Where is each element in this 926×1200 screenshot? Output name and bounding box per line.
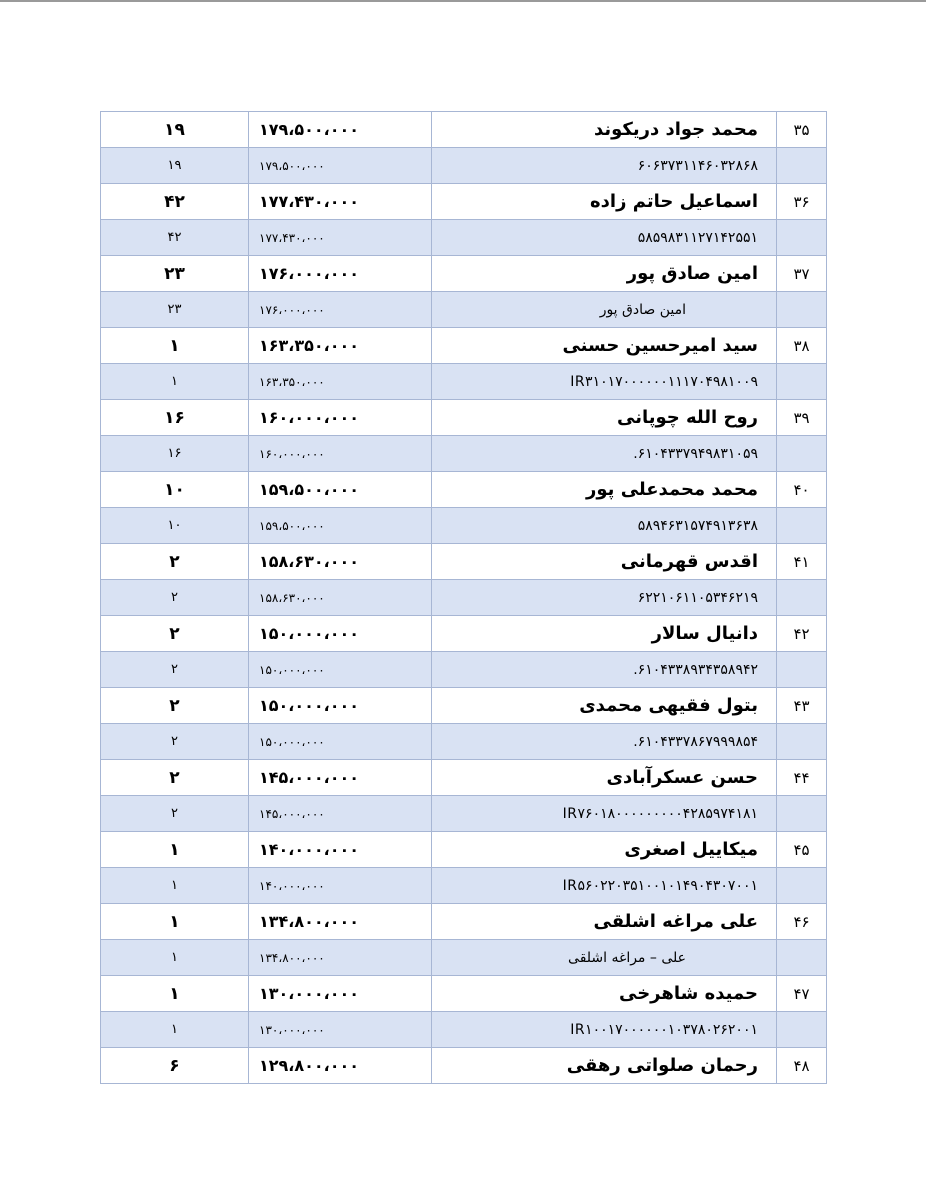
sub-amount: ۱۴۵،۰۰۰،۰۰۰ (249, 796, 432, 832)
table-subrow (101, 868, 827, 904)
row-number: ۴۲ (777, 616, 827, 652)
sub-amount: ۱۵۸،۶۳۰،۰۰۰ (249, 580, 432, 616)
amount: ۱۷۹،۵۰۰،۰۰۰ (249, 112, 432, 148)
count: ۱۰ (101, 472, 249, 508)
row-number-empty (777, 652, 827, 688)
person-name: علی مراغه اشلقی (432, 904, 777, 940)
row-number-empty (777, 508, 827, 544)
person-name: اقدس قهرمانی (432, 544, 777, 580)
sub-amount: ۱۵۰،۰۰۰،۰۰۰ (249, 724, 432, 760)
count: ۲۳ (101, 256, 249, 292)
person-name: میکاییل اصغری (432, 832, 777, 868)
person-name: رحمان صلواتی رهقی (432, 1048, 777, 1084)
table-row (101, 328, 827, 364)
count: ۱ (101, 904, 249, 940)
row-number: ۳۶ (777, 184, 827, 220)
sub-amount: ۱۵۰،۰۰۰،۰۰۰ (249, 652, 432, 688)
row-number: ۴۴ (777, 760, 827, 796)
amount: ۱۳۴،۸۰۰،۰۰۰ (249, 904, 432, 940)
person-name: اسماعیل حاتم زاده (432, 184, 777, 220)
sub-count: ۲ (101, 652, 249, 688)
amount: ۱۲۹،۸۰۰،۰۰۰ (249, 1048, 432, 1084)
amount: ۱۵۸،۶۳۰،۰۰۰ (249, 544, 432, 580)
amount: ۱۵۰،۰۰۰،۰۰۰ (249, 688, 432, 724)
row-number-empty (777, 796, 827, 832)
table-subrow (101, 796, 827, 832)
count: ۲ (101, 616, 249, 652)
amount: ۱۷۷،۴۳۰،۰۰۰ (249, 184, 432, 220)
amount: ۱۷۶،۰۰۰،۰۰۰ (249, 256, 432, 292)
sub-count: ۱۹ (101, 148, 249, 184)
account-info: ۶۲۲۱۰۶۱۱۰۵۳۴۶۲۱۹ (432, 580, 777, 616)
count: ۱۶ (101, 400, 249, 436)
row-number-empty (777, 292, 827, 328)
table-subrow (101, 580, 827, 616)
sub-amount: ۱۷۷،۴۳۰،۰۰۰ (249, 220, 432, 256)
amount: ۱۳۰،۰۰۰،۰۰۰ (249, 976, 432, 1012)
table-row (101, 256, 827, 292)
row-number-empty (777, 148, 827, 184)
sub-amount: ۱۶۰،۰۰۰،۰۰۰ (249, 436, 432, 472)
sub-count: ۲ (101, 724, 249, 760)
amount: ۱۵۹،۵۰۰،۰۰۰ (249, 472, 432, 508)
person-name: بتول فقیهی محمدی (432, 688, 777, 724)
sub-amount: ۱۵۹،۵۰۰،۰۰۰ (249, 508, 432, 544)
person-name: حسن عسکرآبادی (432, 760, 777, 796)
row-number-empty (777, 580, 827, 616)
account-info: امین صادق پور (432, 292, 777, 328)
table-row (101, 400, 827, 436)
row-number-empty (777, 1012, 827, 1048)
sub-count: ۱۰ (101, 508, 249, 544)
table-row (101, 760, 827, 796)
sub-amount: ۱۴۰،۰۰۰،۰۰۰ (249, 868, 432, 904)
sub-amount: ۱۶۳،۳۵۰،۰۰۰ (249, 364, 432, 400)
person-name: امین صادق پور (432, 256, 777, 292)
row-number: ۳۸ (777, 328, 827, 364)
sub-count: ۱ (101, 1012, 249, 1048)
row-number-empty (777, 868, 827, 904)
table-subrow (101, 436, 827, 472)
count: ۲ (101, 760, 249, 796)
account-info: ۵۸۹۴۶۳۱۵۷۴۹۱۳۶۳۸ (432, 508, 777, 544)
table-subrow (101, 148, 827, 184)
amount: ۱۵۰،۰۰۰،۰۰۰ (249, 616, 432, 652)
table-row (101, 472, 827, 508)
table-subrow (101, 508, 827, 544)
table-subrow (101, 652, 827, 688)
row-number: ۳۹ (777, 400, 827, 436)
table-row (101, 1048, 827, 1084)
account-info: ۶۱۰۴۳۳۷۸۶۷۹۹۹۸۵۴. (432, 724, 777, 760)
sub-count: ۱۶ (101, 436, 249, 472)
account-info: IR۳۱۰۱۷۰۰۰۰۰۰۱۱۱۷۰۴۹۸۱۰۰۹ (432, 364, 777, 400)
row-number-empty (777, 220, 827, 256)
table-row (101, 184, 827, 220)
person-name: حمیده شاهرخی (432, 976, 777, 1012)
row-number: ۳۷ (777, 256, 827, 292)
person-name: روح الله چوپانی (432, 400, 777, 436)
table-subrow (101, 1012, 827, 1048)
row-number-empty (777, 724, 827, 760)
row-number: ۴۳ (777, 688, 827, 724)
row-number: ۴۱ (777, 544, 827, 580)
count: ۱ (101, 328, 249, 364)
ledger-body (101, 112, 827, 1084)
person-name: دانیال سالار (432, 616, 777, 652)
row-number: ۴۰ (777, 472, 827, 508)
sub-count: ۴۲ (101, 220, 249, 256)
sub-amount: ۱۳۴،۸۰۰،۰۰۰ (249, 940, 432, 976)
row-number: ۳۵ (777, 112, 827, 148)
table-row (101, 544, 827, 580)
account-info: ۶۱۰۴۳۳۸۹۳۴۳۵۸۹۴۲. (432, 652, 777, 688)
table-row (101, 832, 827, 868)
top-border-line (0, 0, 926, 2)
sub-amount: ۱۷۹،۵۰۰،۰۰۰ (249, 148, 432, 184)
count: ۱۹ (101, 112, 249, 148)
sub-count: ۲ (101, 796, 249, 832)
table-subrow (101, 364, 827, 400)
person-name: محمد جواد دریکوند (432, 112, 777, 148)
count: ۱ (101, 832, 249, 868)
table-row (101, 904, 827, 940)
row-number-empty (777, 940, 827, 976)
amount: ۱۶۳،۳۵۰،۰۰۰ (249, 328, 432, 364)
sub-count: ۱ (101, 868, 249, 904)
row-number: ۴۵ (777, 832, 827, 868)
amount: ۱۴۵،۰۰۰،۰۰۰ (249, 760, 432, 796)
table-row (101, 616, 827, 652)
row-number: ۴۸ (777, 1048, 827, 1084)
account-info: ۶۱۰۴۳۳۷۹۴۹۸۳۱۰۵۹. (432, 436, 777, 472)
account-info: IR۱۰۰۱۷۰۰۰۰۰۰۱۰۳۷۸۰۲۶۲۰۰۱ (432, 1012, 777, 1048)
row-number: ۴۷ (777, 976, 827, 1012)
table-subrow (101, 724, 827, 760)
table-subrow (101, 940, 827, 976)
count: ۲ (101, 544, 249, 580)
account-info: IR۷۶۰۱۸۰۰۰۰۰۰۰۰۰۴۲۸۵۹۷۴۱۸۱ (432, 796, 777, 832)
sub-count: ۱ (101, 364, 249, 400)
count: ۲ (101, 688, 249, 724)
account-info: ۵۸۵۹۸۳۱۱۲۷۱۴۲۵۵۱ (432, 220, 777, 256)
row-number: ۴۶ (777, 904, 827, 940)
account-info: IR۵۶۰۲۲۰۳۵۱۰۰۱۰۱۴۹۰۴۳۰۷۰۰۱ (432, 868, 777, 904)
sub-count: ۲ (101, 580, 249, 616)
table-row (101, 976, 827, 1012)
sub-amount: ۱۳۰،۰۰۰،۰۰۰ (249, 1012, 432, 1048)
count: ۶ (101, 1048, 249, 1084)
count: ۱ (101, 976, 249, 1012)
person-name: سید امیرحسین حسنی (432, 328, 777, 364)
table-subrow (101, 292, 827, 328)
table-subrow (101, 220, 827, 256)
ledger-table (100, 111, 827, 1084)
account-info: ۶۰۶۳۷۳۱۱۴۶۰۳۲۸۶۸ (432, 148, 777, 184)
sub-count: ۲۳ (101, 292, 249, 328)
table-row (101, 688, 827, 724)
account-info: علی – مراغه اشلقی (432, 940, 777, 976)
row-number-empty (777, 436, 827, 472)
table-row (101, 112, 827, 148)
amount: ۱۶۰،۰۰۰،۰۰۰ (249, 400, 432, 436)
sub-count: ۱ (101, 940, 249, 976)
amount: ۱۴۰،۰۰۰،۰۰۰ (249, 832, 432, 868)
count: ۴۲ (101, 184, 249, 220)
row-number-empty (777, 364, 827, 400)
sub-amount: ۱۷۶،۰۰۰،۰۰۰ (249, 292, 432, 328)
person-name: محمد محمدعلی پور (432, 472, 777, 508)
